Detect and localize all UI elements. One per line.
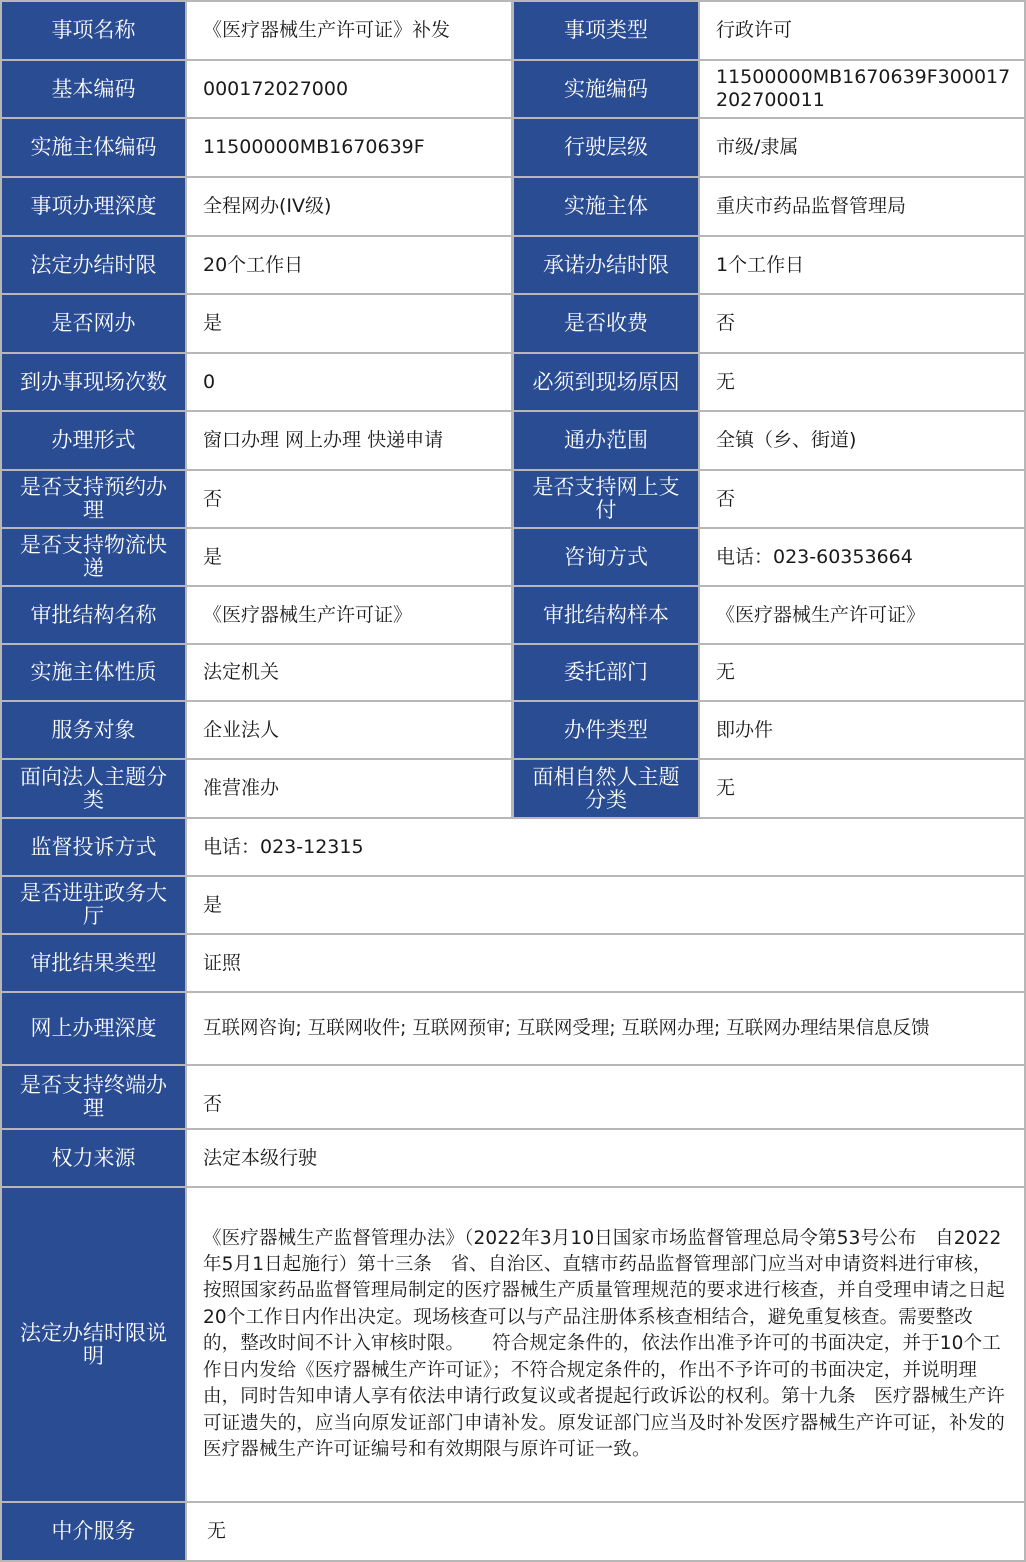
- row-label: 行驶层级: [514, 119, 698, 176]
- row-label: 权力来源: [2, 1130, 185, 1186]
- row-value: 《医疗器械生产监督管理办法》（2022年3月10日国家市场监督管理总局令第53号公布 自2022年5月1日起施行）第十三条 省、自治区、直辖市药品监督管理部门应当对申请资料进行审核，按照国家药品监督管理局制定的医疗器械生产质量管理规范的要求进行核查，并自受理申请之日起20个工作日内作出决定。现场核查可以与产品注册体系核查相结合，避免重复核查。需要整改的，整改时间不计入审核时限。 符合规定条件的，依法作出准予许可的书面决定，并于10个工作日内发给《医疗器械生产许可证》；不符合规定条件的，作出不予许可的书面决定，并说明理由，同时告知申请人享有依法申请行政复议或者提起行政诉讼的权利。第十九条 医疗器械生产许可证遗失的，应当向原发证部门申请补发。原发证部门应当及时补发医疗器械生产许可证，补发的医疗器械生产许可证编号和有效期限与原许可证一致。: [187, 1188, 1024, 1501]
- row-value: 是: [187, 529, 511, 585]
- row-label: 办件类型: [514, 702, 698, 758]
- row-value: 20个工作日: [187, 237, 511, 293]
- row-label: 实施主体性质: [2, 645, 185, 700]
- row-label: 面相自然人主题分类: [514, 760, 698, 817]
- row-label: 是否支持预约办理: [2, 471, 185, 527]
- row-label: 监督投诉方式: [2, 819, 185, 875]
- row-label: 事项办理深度: [2, 178, 185, 235]
- row-value: 0: [187, 354, 511, 410]
- row-value: 企业法人: [187, 702, 511, 758]
- row-value: 否: [187, 471, 511, 527]
- row-value: 《医疗器械生产许可证》补发: [187, 2, 511, 59]
- row-value: 准营准办: [187, 760, 511, 817]
- row-value: 电话：023-60353664: [700, 529, 1024, 585]
- row-value: 法定机关: [187, 645, 511, 700]
- row-label: 审批结构名称: [2, 587, 185, 643]
- row-label: 咨询方式: [514, 529, 698, 585]
- row-value: 11500000MB1670639F300017202700011: [700, 61, 1024, 117]
- row-label: 事项名称: [2, 2, 185, 59]
- row-label: 到办事现场次数: [2, 354, 185, 410]
- row-value: 互联网咨询; 互联网收件; 互联网预审; 互联网受理; 互联网办理; 互联网办理结果信息反馈: [187, 993, 1024, 1064]
- row-value: 《医疗器械生产许可证》: [700, 587, 1024, 643]
- row-label: 面向法人主题分类: [2, 760, 185, 817]
- row-value: 否: [187, 1066, 1024, 1128]
- row-value: 电话：023-12315: [187, 819, 1024, 875]
- row-label: 承诺办结时限: [514, 237, 698, 293]
- row-value: 重庆市药品监督管理局: [700, 178, 1024, 235]
- row-value: 《医疗器械生产许可证》: [187, 587, 511, 643]
- row-value: 法定本级行驶: [187, 1130, 1024, 1186]
- row-label: 委托部门: [514, 645, 698, 700]
- row-value: 全镇（乡、街道): [700, 412, 1024, 469]
- row-value: 全程网办(IV级): [187, 178, 511, 235]
- row-value: 1个工作日: [700, 237, 1024, 293]
- row-label: 中介服务: [2, 1503, 185, 1560]
- row-label: 是否网办: [2, 295, 185, 352]
- row-value: 是: [187, 295, 511, 352]
- row-label: 实施主体编码: [2, 119, 185, 176]
- row-label: 是否进驻政务大厅: [2, 877, 185, 933]
- row-label: 是否支持终端办理: [2, 1066, 185, 1128]
- row-label: 必须到现场原因: [514, 354, 698, 410]
- row-value: 行政许可: [700, 2, 1024, 59]
- row-label: 是否支持物流快递: [2, 529, 185, 585]
- row-label: 服务对象: [2, 702, 185, 758]
- row-value: 即办件: [700, 702, 1024, 758]
- row-value: 11500000MB1670639F: [187, 119, 511, 176]
- row-value: 证照: [187, 935, 1024, 991]
- row-label: 审批结构样本: [514, 587, 698, 643]
- row-label: 是否收费: [514, 295, 698, 352]
- row-label: 办理形式: [2, 412, 185, 469]
- row-value: 无: [187, 1503, 1024, 1560]
- row-label: 通办范围: [514, 412, 698, 469]
- row-value: 000172027000: [187, 61, 511, 117]
- row-label: 事项类型: [514, 2, 698, 59]
- row-value: 无: [700, 354, 1024, 410]
- row-label: 基本编码: [2, 61, 185, 117]
- row-value: 市级/隶属: [700, 119, 1024, 176]
- row-value: 无: [700, 760, 1024, 817]
- row-label: 是否支持网上支付: [514, 471, 698, 527]
- row-label: 实施编码: [514, 61, 698, 117]
- row-value: 窗口办理 网上办理 快递申请: [187, 412, 511, 469]
- row-label: 审批结果类型: [2, 935, 185, 991]
- row-label: 法定办结时限: [2, 237, 185, 293]
- row-value: 否: [700, 471, 1024, 527]
- row-label: 网上办理深度: [2, 993, 185, 1064]
- row-value: 无: [700, 645, 1024, 700]
- row-label: 法定办结时限说明: [2, 1188, 185, 1501]
- row-value: 是: [187, 877, 1024, 933]
- row-value: 否: [700, 295, 1024, 352]
- row-label: 实施主体: [514, 178, 698, 235]
